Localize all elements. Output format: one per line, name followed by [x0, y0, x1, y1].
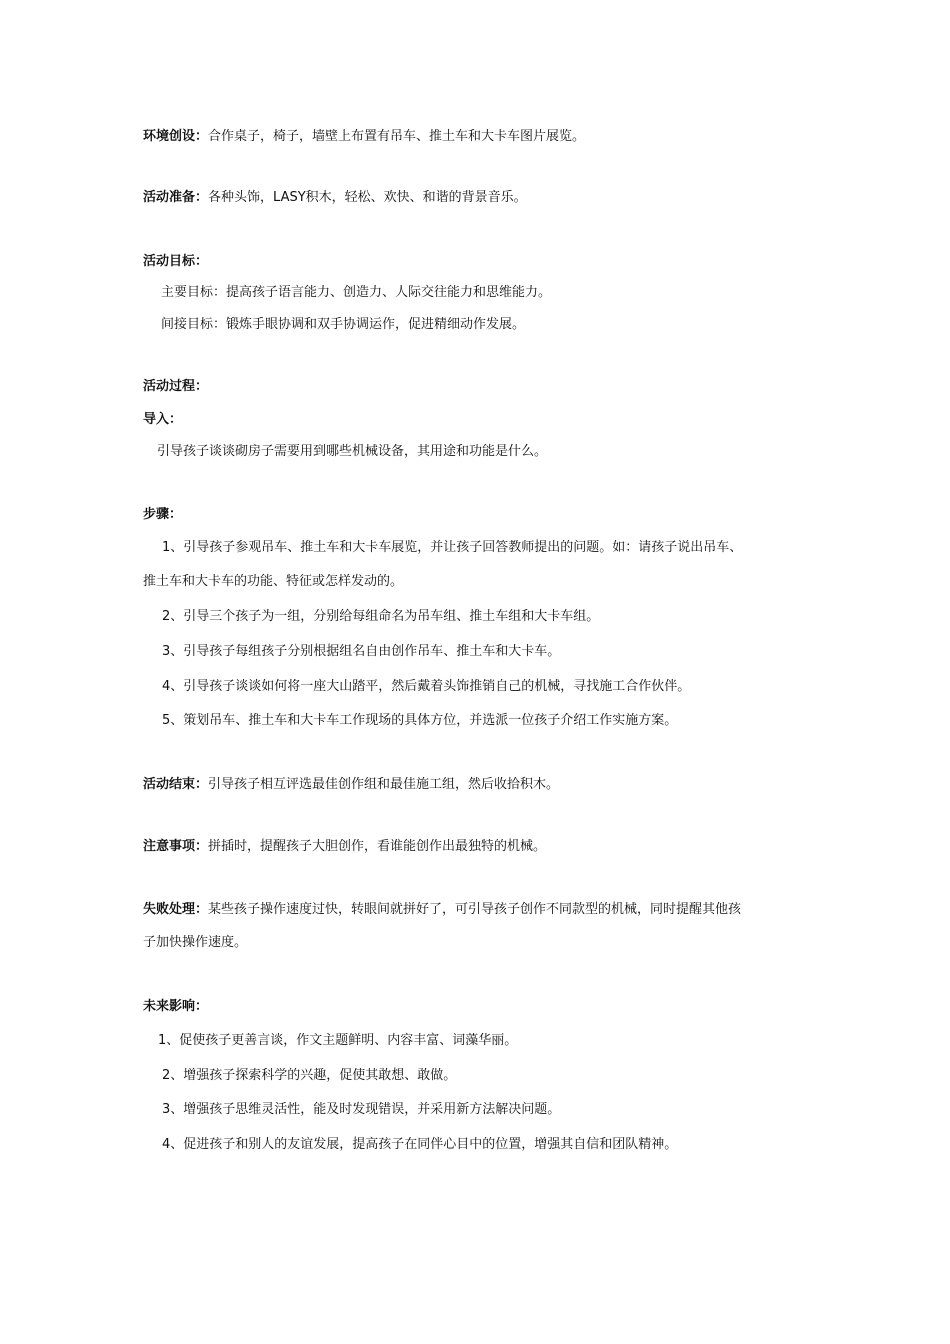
step-text: 、引导孩子谈谈如何将一座大山踏平，然后戴着头饰推销自己的机械，寻找施工合作伙伴。	[170, 679, 691, 694]
preparation-text-a: 各种头饰，	[208, 190, 274, 205]
ending-label: 活动结束：	[143, 777, 209, 792]
step-number: 3	[162, 644, 171, 659]
step-item-2	[162, 607, 842, 627]
future-text: 、增强孩子探索科学的兴趣，促使其敢想、敢做。	[170, 1068, 457, 1083]
notes-text: 拼插时，提醒孩子大胆创作，看谁能创作出最独特的机械。	[208, 839, 547, 854]
notes-label: 注意事项：	[143, 839, 209, 854]
process-label: 活动过程：	[143, 379, 209, 394]
steps-label: 步骤：	[143, 507, 183, 522]
step-item-1	[162, 538, 842, 558]
future-number: 1	[158, 1033, 167, 1048]
environment-text: 合作桌子，椅子，墙壁上布置有吊车、推土车和大卡车图片展览。	[208, 129, 586, 144]
future-item-2	[162, 1066, 842, 1086]
step-number: 4	[162, 679, 171, 694]
future-label: 未来影响：	[143, 999, 209, 1014]
notes-paragraph	[143, 837, 823, 857]
step-number: 1	[162, 540, 171, 555]
process-heading	[143, 377, 823, 397]
step-text: 、引导三个孩子为一组，分别给每组命名为吊车组、推土车组和大卡车组。	[170, 609, 600, 624]
goals-main: 主要目标：提高孩子语言能力、创造力、人际交往能力和思维能力。	[161, 285, 552, 300]
intro-text: 引导孩子谈谈砌房子需要用到哪些机械设备，其用途和功能是什么。	[157, 444, 548, 459]
intro-heading	[143, 410, 823, 430]
step-text: 、策划吊车、推土车和大卡车工作现场的具体方位，并选派一位孩子介绍工作实施方案。	[170, 713, 678, 728]
step-item-1-continued: 推土车和大卡车的功能、特征或怎样发动的。	[143, 574, 404, 589]
environment-paragraph	[143, 127, 823, 147]
ending-text: 引导孩子相互评选最佳创作组和最佳施工组，然后收拾积木。	[208, 777, 560, 792]
future-text: 、增强孩子思维灵活性，能及时发现错误，并采用新方法解决问题。	[170, 1102, 561, 1117]
failure-label: 失败处理：	[143, 902, 209, 917]
step-number: 5	[162, 713, 171, 728]
step-text: 、引导孩子参观吊车、推土车和大卡车展览，并让孩子回答教师提出的问题。如：请孩子说出吊车、	[170, 540, 743, 555]
failure-text: 某些孩子操作速度过快，转眼间就拼好了，可引导孩子创作不同款型的机械，同时提醒其他孩	[208, 902, 742, 917]
failure-continued: 子加快操作速度。	[143, 935, 248, 950]
preparation-paragraph	[143, 188, 823, 208]
future-item-1	[158, 1031, 838, 1051]
goals-label: 活动目标：	[143, 254, 209, 269]
intro-label: 导入：	[143, 412, 183, 427]
steps-heading	[143, 505, 823, 525]
ending-paragraph	[143, 775, 823, 795]
future-number: 4	[162, 1137, 171, 1152]
future-text: 、促使孩子更善言谈，作文主题鲜明、内容丰富、词藻华丽。	[166, 1033, 518, 1048]
environment-label: 环境创设：	[143, 129, 209, 144]
preparation-text-latin: LASY	[273, 190, 306, 205]
future-heading	[143, 997, 823, 1017]
failure-paragraph	[143, 900, 823, 920]
step-item-3	[162, 642, 842, 662]
goals-heading	[143, 252, 823, 272]
step-item-5	[162, 711, 842, 731]
future-number: 3	[162, 1102, 171, 1117]
preparation-text-b: 积木，轻松、欢快、和谐的背景音乐。	[305, 190, 527, 205]
step-number: 2	[162, 609, 171, 624]
future-number: 2	[162, 1068, 171, 1083]
preparation-label: 活动准备：	[143, 190, 209, 205]
step-text: 、引导孩子每组孩子分别根据组名自由创作吊车、推土车和大卡车。	[170, 644, 561, 659]
goals-indirect: 间接目标：锻炼手眼协调和双手协调运作，促进精细动作发展。	[161, 317, 526, 332]
step-item-4	[162, 677, 842, 697]
future-item-3	[162, 1100, 842, 1120]
future-item-4	[162, 1135, 842, 1155]
future-text: 、促进孩子和别人的友谊发展，提高孩子在同伴心目中的位置，增强其自信和团队精神。	[170, 1137, 678, 1152]
